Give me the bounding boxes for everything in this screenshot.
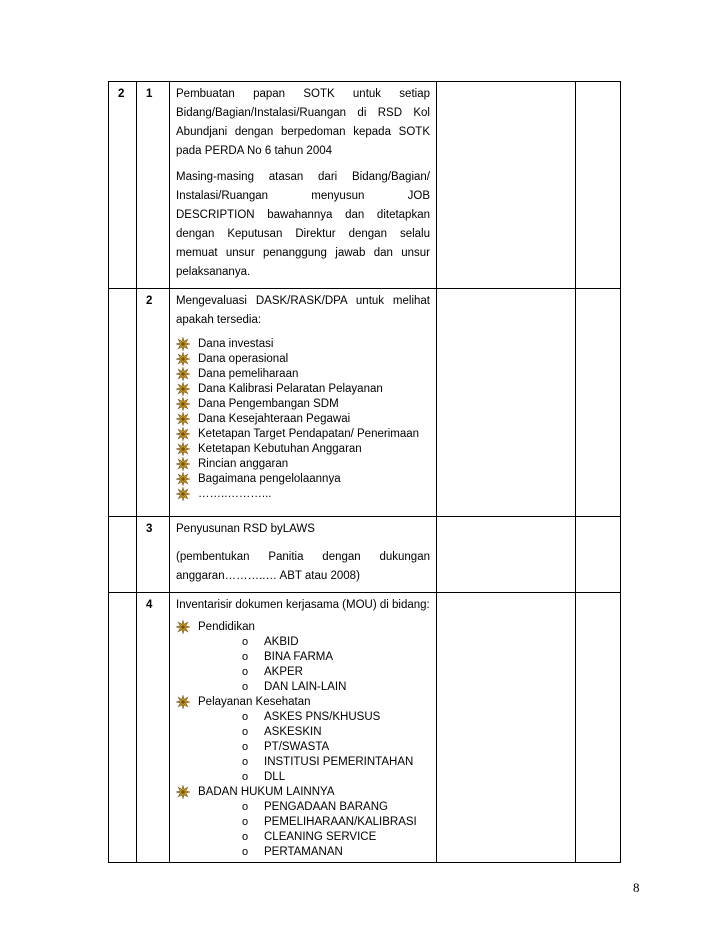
sub-list-item-label: BINA FARMA — [264, 651, 334, 663]
circle-bullet-icon: o — [242, 711, 249, 723]
fund-list — [176, 337, 430, 502]
sub-list-item — [242, 830, 430, 845]
list-item — [176, 785, 430, 860]
list-item — [176, 427, 430, 442]
list-item-label: BADAN HUKUM LAINNYA — [198, 786, 335, 798]
sub-list-item-label: PEMELIHARAAN/KALIBRASI — [264, 816, 417, 828]
section-number — [109, 289, 137, 517]
list-item — [176, 367, 430, 382]
list-item — [176, 472, 430, 487]
list-item — [176, 487, 430, 502]
empty-cell — [576, 593, 621, 863]
list-item-label: Dana investasi — [198, 338, 274, 350]
star-bullet-icon — [176, 487, 190, 501]
sub-list — [198, 710, 430, 785]
table-row — [109, 517, 621, 593]
star-bullet-icon — [176, 352, 190, 366]
circle-bullet-icon: o — [242, 771, 249, 783]
table-row — [109, 289, 621, 517]
activity-paragraph: Masing-masing atasan dari Bidang/Bagian/ Instalasi/Ruangan menyusun JOB DESCRIPTION bawahannya dan ditetapkan dengan Keputusan Direktur dengan selalu memuat unsur penanggung jawab dan unsur pelaksananya. — [176, 171, 430, 278]
sub-list-item-label: CLEANING SERVICE — [264, 831, 377, 843]
circle-bullet-icon: o — [242, 801, 249, 813]
star-bullet-icon — [176, 695, 190, 709]
circle-bullet-icon: o — [242, 636, 249, 648]
item-number: 3 — [137, 517, 170, 593]
list-item — [176, 442, 430, 457]
activity-cell — [170, 517, 437, 593]
activity-cell — [170, 593, 437, 863]
sub-list-item-label: ASKESKIN — [264, 726, 322, 738]
list-item-label: Pelayanan Kesehatan — [198, 696, 311, 708]
sub-list-item-label: PENGADAAN BARANG — [264, 801, 388, 813]
item-number: 2 — [137, 289, 170, 517]
list-item-label: ……..………... — [198, 488, 272, 500]
circle-bullet-icon: o — [242, 726, 249, 738]
activity-cell — [170, 289, 437, 517]
star-bullet-icon — [176, 472, 190, 486]
sub-list-item — [242, 725, 430, 740]
list-item-label: Dana operasional — [198, 353, 289, 365]
sub-list-item-label: DAN LAIN-LAIN — [264, 681, 347, 693]
list-item-label: Ketetapan Kebutuhan Anggaran — [198, 443, 362, 455]
activity-paragraph: Pembuatan papan SOTK untuk setiap Bidang/Bagian/Instalasi/Ruangan di RSD Kol Abundjani dengan berpedoman kepada SOTK pada PERDA No 6 tahun 2004 — [176, 88, 430, 157]
sub-list-item-label: ASKES PNS/KHUSUS — [264, 711, 381, 723]
section-number: 2 — [109, 82, 137, 289]
star-bullet-icon — [176, 367, 190, 381]
table-row — [109, 593, 621, 863]
list-item-label: Rincian anggaran — [198, 458, 289, 470]
list-item-label: Dana pemeliharaan — [198, 368, 299, 380]
activity-intro: Inventarisir dokumen kerjasama (MOU) di bidang: — [176, 599, 430, 611]
sub-list — [198, 635, 430, 695]
activity-note: (pembentukan Panitia dengan dukungan anggaran………..… ABT atau 2008) — [176, 551, 430, 582]
empty-cell — [576, 517, 621, 593]
circle-bullet-icon: o — [242, 681, 249, 693]
list-item — [176, 695, 430, 785]
activity-title: Penyusunan RSD byLAWS — [176, 523, 315, 535]
empty-cell — [576, 82, 621, 289]
sub-list-item — [242, 680, 430, 695]
list-item — [176, 457, 430, 472]
circle-bullet-icon: o — [242, 756, 249, 768]
empty-cell — [437, 82, 576, 289]
star-bullet-icon — [176, 412, 190, 426]
sub-list-item — [242, 755, 430, 770]
sub-list-item-label: DLL — [264, 771, 286, 783]
star-bullet-icon — [176, 337, 190, 351]
sub-list-item-label: AKPER — [264, 666, 303, 678]
star-bullet-icon — [176, 457, 190, 471]
list-item — [176, 397, 430, 412]
page-number: 8 — [633, 880, 640, 895]
sub-list-item — [242, 710, 430, 725]
list-item — [176, 337, 430, 352]
activity-cell — [170, 82, 437, 289]
sub-list-item — [242, 815, 430, 830]
activity-intro: Mengevaluasi DASK/RASK/DPA untuk melihat apakah tersedia: — [176, 295, 430, 326]
list-item-label: Bagaimana pengelolaannya — [198, 473, 341, 485]
list-item — [176, 620, 430, 695]
item-number: 4 — [137, 593, 170, 863]
sub-list-item-label: PT/SWASTA — [264, 741, 330, 753]
sub-list-item — [242, 800, 430, 815]
sub-list-item — [242, 650, 430, 665]
empty-cell — [437, 289, 576, 517]
section-number — [109, 517, 137, 593]
star-bullet-icon — [176, 442, 190, 456]
circle-bullet-icon: o — [242, 816, 249, 828]
circle-bullet-icon: o — [242, 831, 249, 843]
sub-list-item — [242, 770, 430, 785]
list-item-label: Ketetapan Target Pendapatan/ Penerimaan — [198, 428, 420, 440]
list-item — [176, 382, 430, 397]
list-item-label: Dana Kesejahteraan Pegawai — [198, 413, 351, 425]
circle-bullet-icon: o — [242, 741, 249, 753]
circle-bullet-icon: o — [242, 846, 249, 858]
item-number: 1 — [137, 82, 170, 289]
program-table — [108, 81, 621, 863]
list-item-label: Dana Kalibrasi Pelaratan Pelayanan — [198, 383, 383, 395]
empty-cell — [437, 517, 576, 593]
empty-cell — [576, 289, 621, 517]
star-bullet-icon — [176, 382, 190, 396]
list-item — [176, 412, 430, 427]
sub-list-item — [242, 635, 430, 650]
star-bullet-icon — [176, 620, 190, 634]
list-item-label: Pendidikan — [198, 621, 255, 633]
sub-list-item-label: PERTAMANAN — [264, 846, 343, 858]
list-item-label: Dana Pengembangan SDM — [198, 398, 339, 410]
list-item — [176, 352, 430, 367]
star-bullet-icon — [176, 785, 190, 799]
star-bullet-icon — [176, 397, 190, 411]
section-number — [109, 593, 137, 863]
sub-list-item-label: INSTITUSI PEMERINTAHAN — [264, 756, 414, 768]
mou-list — [176, 620, 430, 860]
sub-list-item — [242, 665, 430, 680]
sub-list-item — [242, 845, 430, 860]
circle-bullet-icon: o — [242, 666, 249, 678]
table-row — [109, 82, 621, 289]
sub-list-item — [242, 740, 430, 755]
star-bullet-icon — [176, 427, 190, 441]
sub-list — [198, 800, 430, 860]
sub-list-item-label: AKBID — [264, 636, 299, 648]
circle-bullet-icon: o — [242, 651, 249, 663]
empty-cell — [437, 593, 576, 863]
